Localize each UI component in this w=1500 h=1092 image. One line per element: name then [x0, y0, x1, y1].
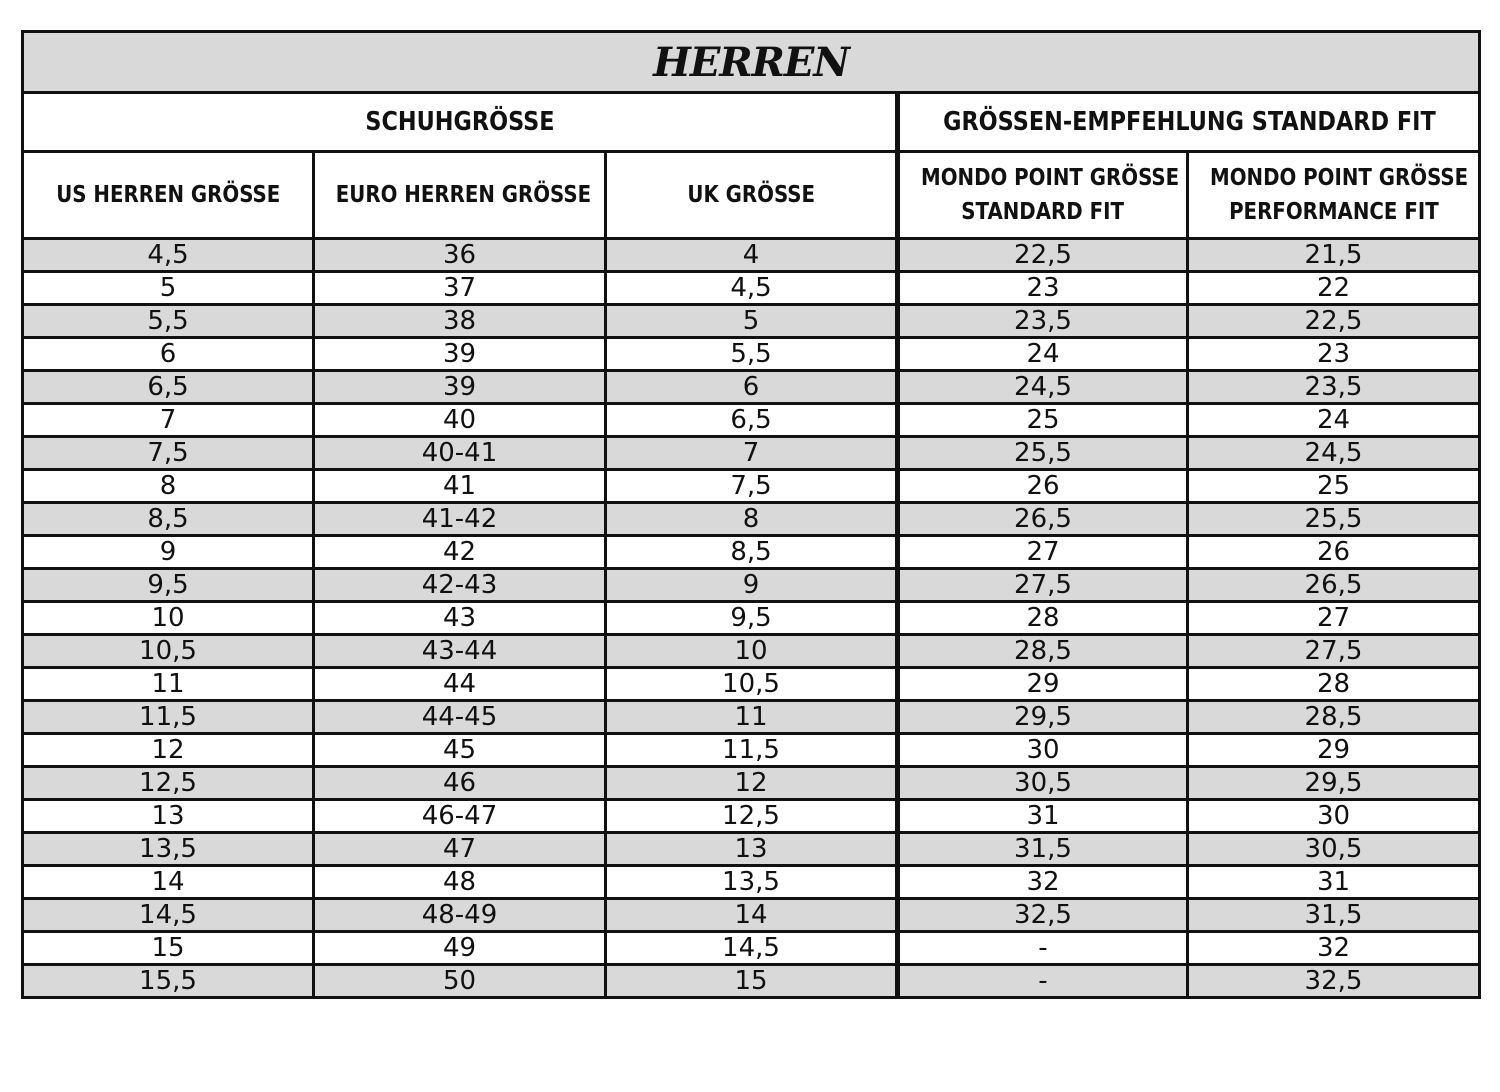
- cell-us-size: 8,5: [23, 503, 314, 536]
- cell-euro-size: 37: [314, 272, 606, 305]
- cell-uk-size: 10,5: [606, 668, 898, 701]
- cell-us-size: 13: [23, 800, 314, 833]
- cell-euro-size: 42-43: [314, 569, 606, 602]
- cell-mondo-standard-size: 25,5: [898, 437, 1188, 470]
- cell-us-size: 8: [23, 470, 314, 503]
- cell-us-size: 4,5: [23, 239, 314, 272]
- cell-euro-size: 44-45: [314, 701, 606, 734]
- cell-euro-size: 43-44: [314, 635, 606, 668]
- table-row: [23, 239, 1480, 272]
- group-header-recommendation: GRÖSSEN-EMPFEHLUNG STANDARD FIT: [898, 93, 1480, 152]
- table-row: [23, 272, 1480, 305]
- cell-mondo-standard-size: 32: [898, 866, 1188, 899]
- cell-euro-size: 40-41: [314, 437, 606, 470]
- cell-us-size: 10,5: [23, 635, 314, 668]
- cell-mondo-standard-size: 24: [898, 338, 1188, 371]
- cell-euro-size: 50: [314, 965, 606, 998]
- cell-mondo-standard-size: -: [898, 965, 1188, 998]
- cell-uk-size: 12: [606, 767, 898, 800]
- cell-us-size: 5,5: [23, 305, 314, 338]
- cell-euro-size: 39: [314, 338, 606, 371]
- cell-uk-size: 7: [606, 437, 898, 470]
- cell-mondo-standard-size: 27: [898, 536, 1188, 569]
- cell-uk-size: 5,5: [606, 338, 898, 371]
- cell-us-size: 14: [23, 866, 314, 899]
- cell-mondo-performance-size: 26: [1188, 536, 1480, 569]
- cell-us-size: 9,5: [23, 569, 314, 602]
- cell-uk-size: 9: [606, 569, 898, 602]
- column-header-mondo-performance: MONDO POINT GRÖSSE PERFORMANCE FIT: [1188, 152, 1480, 239]
- cell-us-size: 12,5: [23, 767, 314, 800]
- cell-uk-size: 4: [606, 239, 898, 272]
- cell-us-size: 13,5: [23, 833, 314, 866]
- cell-mondo-performance-size: 23: [1188, 338, 1480, 371]
- cell-mondo-standard-size: 24,5: [898, 371, 1188, 404]
- cell-us-size: 15,5: [23, 965, 314, 998]
- cell-mondo-standard-size: 31: [898, 800, 1188, 833]
- cell-euro-size: 48: [314, 866, 606, 899]
- cell-euro-size: 44: [314, 668, 606, 701]
- table-row: [23, 569, 1480, 602]
- cell-mondo-standard-size: 25: [898, 404, 1188, 437]
- cell-us-size: 14,5: [23, 899, 314, 932]
- cell-us-size: 9: [23, 536, 314, 569]
- cell-us-size: 10: [23, 602, 314, 635]
- table-row: [23, 866, 1480, 899]
- table-row: [23, 536, 1480, 569]
- cell-euro-size: 46: [314, 767, 606, 800]
- cell-mondo-standard-size: 29: [898, 668, 1188, 701]
- cell-mondo-standard-size: 30: [898, 734, 1188, 767]
- cell-euro-size: 46-47: [314, 800, 606, 833]
- cell-uk-size: 6,5: [606, 404, 898, 437]
- cell-us-size: 11,5: [23, 701, 314, 734]
- cell-uk-size: 4,5: [606, 272, 898, 305]
- cell-uk-size: 11: [606, 701, 898, 734]
- cell-uk-size: 11,5: [606, 734, 898, 767]
- cell-euro-size: 49: [314, 932, 606, 965]
- cell-mondo-standard-size: 29,5: [898, 701, 1188, 734]
- cell-mondo-performance-size: 23,5: [1188, 371, 1480, 404]
- cell-euro-size: 41-42: [314, 503, 606, 536]
- table-row: [23, 833, 1480, 866]
- cell-us-size: 12: [23, 734, 314, 767]
- cell-uk-size: 8: [606, 503, 898, 536]
- cell-mondo-performance-size: 26,5: [1188, 569, 1480, 602]
- cell-mondo-standard-size: 26: [898, 470, 1188, 503]
- cell-mondo-performance-size: 27: [1188, 602, 1480, 635]
- table-row: [23, 800, 1480, 833]
- cell-euro-size: 38: [314, 305, 606, 338]
- cell-mondo-standard-size: 27,5: [898, 569, 1188, 602]
- cell-us-size: 6: [23, 338, 314, 371]
- cell-mondo-standard-size: 32,5: [898, 899, 1188, 932]
- table-row: [23, 932, 1480, 965]
- cell-uk-size: 5: [606, 305, 898, 338]
- cell-us-size: 7: [23, 404, 314, 437]
- size-chart: [21, 30, 1481, 999]
- cell-us-size: 7,5: [23, 437, 314, 470]
- cell-uk-size: 12,5: [606, 800, 898, 833]
- cell-uk-size: 8,5: [606, 536, 898, 569]
- cell-mondo-standard-size: 30,5: [898, 767, 1188, 800]
- table-row: [23, 701, 1480, 734]
- cell-euro-size: 42: [314, 536, 606, 569]
- table-row: [23, 734, 1480, 767]
- cell-mondo-performance-size: 22,5: [1188, 305, 1480, 338]
- cell-mondo-performance-size: 28: [1188, 668, 1480, 701]
- table-title: [23, 32, 1480, 93]
- cell-uk-size: 14: [606, 899, 898, 932]
- cell-euro-size: 43: [314, 602, 606, 635]
- cell-mondo-performance-size: 30: [1188, 800, 1480, 833]
- table-row: [23, 635, 1480, 668]
- cell-uk-size: 14,5: [606, 932, 898, 965]
- cell-uk-size: 13,5: [606, 866, 898, 899]
- cell-mondo-performance-size: 22: [1188, 272, 1480, 305]
- table-row: [23, 371, 1480, 404]
- cell-mondo-performance-size: 30,5: [1188, 833, 1480, 866]
- column-header-us: US HERREN GRÖSSE: [23, 152, 314, 239]
- cell-mondo-standard-size: 31,5: [898, 833, 1188, 866]
- cell-euro-size: 45: [314, 734, 606, 767]
- table-row: [23, 767, 1480, 800]
- table-row: [23, 470, 1480, 503]
- cell-mondo-performance-size: 25: [1188, 470, 1480, 503]
- cell-mondo-performance-size: 32,5: [1188, 965, 1480, 998]
- cell-mondo-standard-size: 23,5: [898, 305, 1188, 338]
- cell-mondo-standard-size: 28,5: [898, 635, 1188, 668]
- table-row: [23, 668, 1480, 701]
- cell-euro-size: 36: [314, 239, 606, 272]
- cell-euro-size: 47: [314, 833, 606, 866]
- table-row: [23, 503, 1480, 536]
- cell-mondo-performance-size: 27,5: [1188, 635, 1480, 668]
- title-text: HERREN: [653, 38, 849, 86]
- size-rows: [23, 239, 1480, 998]
- cell-mondo-standard-size: -: [898, 932, 1188, 965]
- cell-us-size: 5: [23, 272, 314, 305]
- group-header-shoe-size: SCHUHGRÖSSE: [23, 93, 898, 152]
- cell-mondo-standard-size: 23: [898, 272, 1188, 305]
- column-header-uk: UK GRÖSSE: [606, 152, 898, 239]
- cell-mondo-performance-size: 28,5: [1188, 701, 1480, 734]
- table-row: [23, 602, 1480, 635]
- cell-mondo-standard-size: 26,5: [898, 503, 1188, 536]
- size-table: [21, 30, 1481, 999]
- cell-mondo-performance-size: 24: [1188, 404, 1480, 437]
- cell-uk-size: 7,5: [606, 470, 898, 503]
- table-row: [23, 437, 1480, 470]
- table-row: [23, 305, 1480, 338]
- cell-mondo-performance-size: 31,5: [1188, 899, 1480, 932]
- cell-mondo-performance-size: 24,5: [1188, 437, 1480, 470]
- table-row: [23, 965, 1480, 998]
- cell-mondo-performance-size: 29,5: [1188, 767, 1480, 800]
- cell-uk-size: 13: [606, 833, 898, 866]
- cell-euro-size: 40: [314, 404, 606, 437]
- cell-mondo-standard-size: 28: [898, 602, 1188, 635]
- cell-uk-size: 9,5: [606, 602, 898, 635]
- column-header-euro: EURO HERREN GRÖSSE: [314, 152, 606, 239]
- cell-mondo-standard-size: 22,5: [898, 239, 1188, 272]
- cell-euro-size: 39: [314, 371, 606, 404]
- cell-euro-size: 41: [314, 470, 606, 503]
- cell-mondo-performance-size: 21,5: [1188, 239, 1480, 272]
- cell-mondo-performance-size: 31: [1188, 866, 1480, 899]
- cell-us-size: 15: [23, 932, 314, 965]
- table-row: [23, 404, 1480, 437]
- cell-mondo-performance-size: 25,5: [1188, 503, 1480, 536]
- cell-us-size: 11: [23, 668, 314, 701]
- cell-uk-size: 6: [606, 371, 898, 404]
- cell-uk-size: 10: [606, 635, 898, 668]
- table-row: [23, 338, 1480, 371]
- cell-uk-size: 15: [606, 965, 898, 998]
- cell-us-size: 6,5: [23, 371, 314, 404]
- table-row: [23, 899, 1480, 932]
- cell-euro-size: 48-49: [314, 899, 606, 932]
- cell-mondo-performance-size: 29: [1188, 734, 1480, 767]
- column-header-mondo-standard: MONDO POINT GRÖSSE STANDARD FIT: [898, 152, 1188, 239]
- cell-mondo-performance-size: 32: [1188, 932, 1480, 965]
